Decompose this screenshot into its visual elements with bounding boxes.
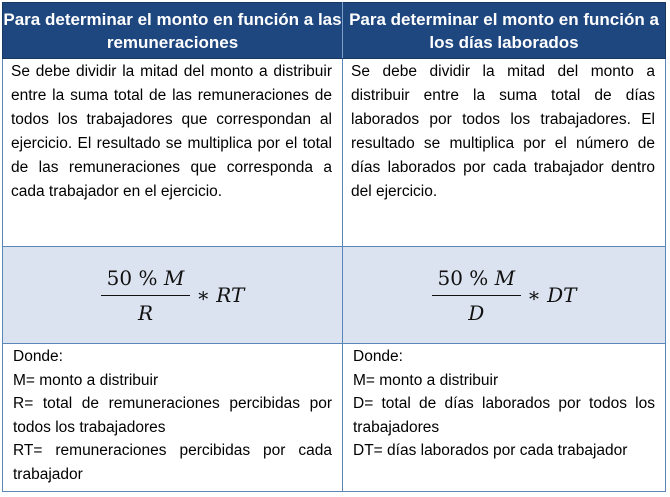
header-dias-laborados: Para determinar el monto en función a los días laborados <box>343 3 666 59</box>
fraction-denominator: D <box>468 300 485 325</box>
formula-remuneraciones <box>3 266 342 325</box>
description-remuneraciones: Se debe dividir la mitad del monto a distribuir entre la suma total de las remuneraciones de todos los trabajadores que correspondan al ejercicio. El resultado se multiplica por el total de las remuneraciones que corresponda a cada trabajador en el ejercicio. <box>11 63 332 201</box>
formula-dias <box>343 266 665 325</box>
header-row <box>3 3 666 59</box>
definition-line: DT= días laborados por cada trabajador <box>353 442 628 460</box>
formula-cell-remuneraciones <box>3 247 343 344</box>
definitions-cell-dias <box>343 344 666 492</box>
definition-line: R= total de remuneraciones percibidas por todos los trabajadores <box>13 395 332 436</box>
description-dias: Se debe dividir la mitad del monto a distribuir entre la suma total de días laborados por todos los trabajadores. El resultado se multiplica por el número de días laborados por cada trabajador dentro del ejercicio. <box>351 63 655 201</box>
description-cell-dias <box>343 59 666 247</box>
definitions-row <box>3 344 666 492</box>
fraction-denominator: R <box>137 300 154 325</box>
definition-line: M= monto a distribuir <box>353 371 499 389</box>
definition-line: M= monto a distribuir <box>13 371 159 389</box>
fraction-numerator: 50 % M <box>101 266 191 296</box>
fraction-numerator: 50 % M <box>432 266 522 296</box>
definitions-title: Donde: <box>353 348 403 366</box>
comparison-table <box>2 2 666 492</box>
formula-multiplier: ∗ DT <box>527 283 577 308</box>
definition-line: D= total de días laborados por todos los trabajadores <box>353 395 655 436</box>
definitions-cell-remuneraciones <box>3 344 343 492</box>
formula-multiplier: ∗ RT <box>196 283 245 308</box>
definitions-title: Donde: <box>13 348 63 366</box>
description-row <box>3 59 666 247</box>
header-remuneraciones: Para determinar el monto en función a las remuneraciones <box>3 3 343 59</box>
formula-cell-dias <box>343 247 666 344</box>
definition-line: RT= remuneraciones percibidas por cada trabajador <box>13 442 332 483</box>
fraction <box>432 266 522 325</box>
formula-row <box>3 247 666 344</box>
description-cell-remuneraciones <box>3 59 343 247</box>
fraction <box>101 266 191 325</box>
